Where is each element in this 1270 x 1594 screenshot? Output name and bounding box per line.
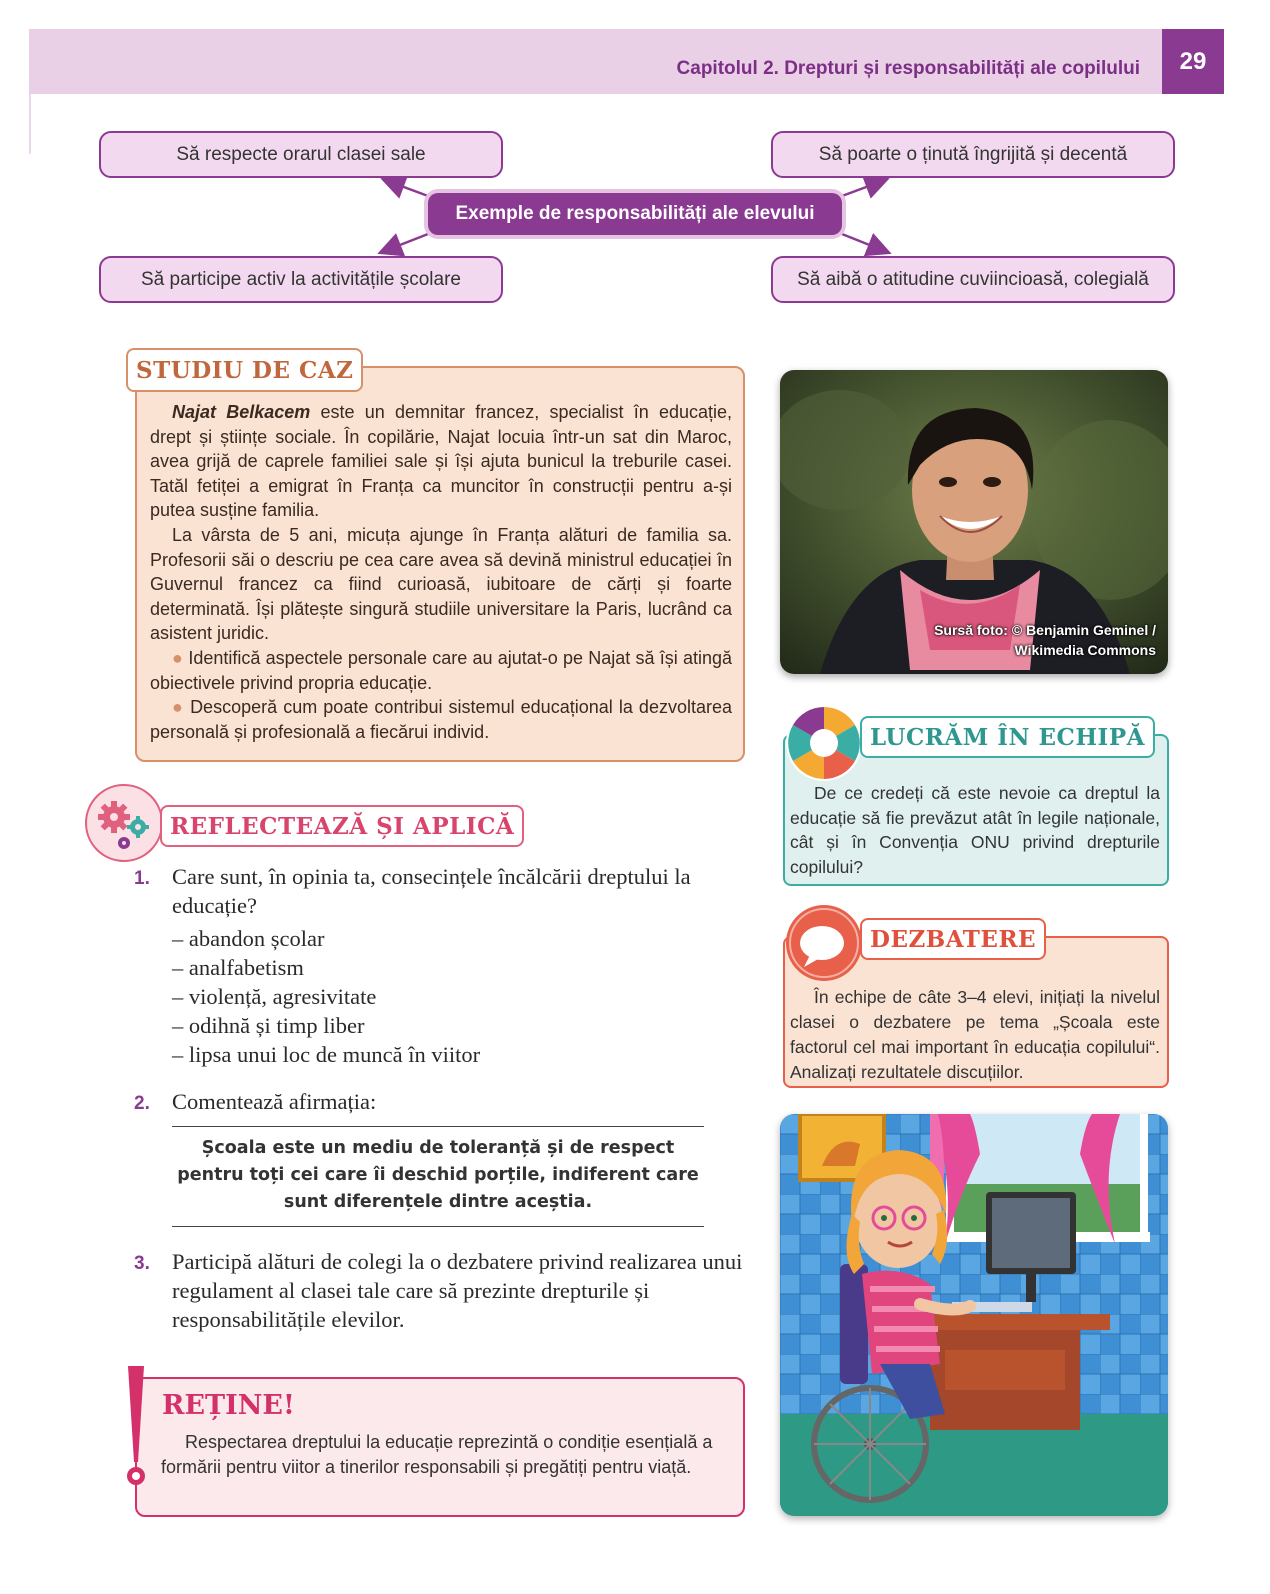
- page-number: 29: [1162, 29, 1224, 94]
- questions: [134, 862, 754, 1334]
- case-study-para1: este un demnitar francez, specialist în educație, drept și științe sociale. În copilărie, Najat locuia într-un sat din Maroc, avea grijă de caprele familiei sale și își ajuta bunicul la treburile casei. Tatăl fetiței a emigrat în Franța ca muncitor în construcții pentru a-și putea susține familia.: [150, 402, 732, 521]
- illustration-girl-computer: [780, 1114, 1168, 1516]
- question-1: [134, 862, 754, 920]
- case-study-text: [150, 400, 732, 744]
- question-3-number: 3.: [134, 1253, 150, 1274]
- bullet-icon: ●: [172, 697, 184, 718]
- question-2-number: 2.: [134, 1093, 150, 1114]
- illustration-image: [780, 1114, 1168, 1516]
- speech-bubble-icon: [784, 903, 864, 983]
- gears-icon: [84, 783, 164, 863]
- reflect-title: REFLECTEAZĂ ȘI APLICĂ: [160, 805, 524, 847]
- debate-paragraph: În echipe de câte 3–4 elevi, inițiați la nivelul clasei o dezbatere pe tema „Școala este factorul cel mai important în educația copilului“. Analizați rezultatele discuțiilor.: [790, 987, 1160, 1082]
- case-study-para2: La vârsta de 5 ani, micuța ajunge în Franța alături de familia sa. Profesorii săi o descriu pe cea care avea să devină ministrul educației în Guvernul francez ca fiind curioasă, iubitoare de cărți și foarte determinată. Își plătește singură studiile universitare la Paris, lucrând ca asistent juridic.: [150, 524, 732, 644]
- question-2-text: Comentează afirmația:: [172, 1089, 377, 1114]
- retine-paragraph: Respectarea dreptului la educație reprezintă o condiție esențială a formării pentru viitor a tinerilor responsabili și pregătiți pentru viață.: [161, 1432, 713, 1477]
- question-1-number: 1.: [134, 868, 150, 889]
- debate-text: [790, 985, 1160, 1085]
- case-study-title: STUDIU DE CAZ: [126, 348, 363, 392]
- quote: Școala este un mediu de toleranță și de respect pentru toți cei care îi deschid porțile, indiferent care sunt diferențele dintre aceștia.: [172, 1126, 704, 1227]
- resp-item-participation: Să participe activ la activitățile școlare: [99, 256, 503, 303]
- option-item: – odihnă și timp liber: [172, 1013, 365, 1038]
- portrait-photo: [780, 370, 1168, 674]
- case-study-bullet-1: Identifică aspectele personale care au ajutat-o pe Najat să își atingă obiectivele privind propria educație.: [150, 647, 732, 693]
- chapter-title: Capitolul 2. Drepturi și responsabilități ale copilului: [676, 58, 1140, 79]
- bullet-icon: ●: [172, 647, 184, 668]
- resp-item-schedule: Să respecte orarul clasei sale: [99, 131, 503, 178]
- option-item: – abandon școlar: [172, 926, 325, 951]
- photo-credit: [934, 620, 1156, 660]
- team-puzzle-icon: [784, 703, 864, 783]
- retine-text: [161, 1430, 733, 1480]
- retine-title: REȚINE!: [162, 1390, 295, 1421]
- option-item: – analfabetism: [172, 955, 304, 980]
- team-paragraph: De ce credeți că este nevoie ca dreptul la educație să fie prevăzut atât în legile naționale, cât și în Convenția ONU privind drepturile copilului?: [790, 783, 1160, 877]
- debate-title: DEZBATERE: [860, 918, 1046, 960]
- team-text: [790, 781, 1160, 879]
- exclamation-icon: [124, 1364, 148, 1488]
- question-1-text: Care sunt, în opinia ta, consecințele încălcării dreptului la educație?: [172, 864, 691, 918]
- case-study-bullet-2: Descoperă cum poate contribui sistemul educațional la dezvoltarea personală și profesională a fiecărui individ.: [150, 697, 732, 742]
- question-3: [134, 1247, 754, 1334]
- case-study-name: Najat Belkacem: [172, 402, 311, 422]
- resp-item-attire: Să poarte o ținută îngrijită și decentă: [771, 131, 1175, 178]
- diagram-center: Exemple de responsabilități ale elevului: [428, 193, 842, 235]
- team-title: LUCRĂM ÎN ECHIPĂ: [860, 716, 1155, 758]
- option-item: – lipsa unui loc de muncă în viitor: [172, 1042, 481, 1067]
- photo-credit-line-1: Sursă foto: © Benjamin Geminel /: [934, 622, 1156, 638]
- question-3-text: Participă alături de colegi la o dezbatere privind realizarea unui regulament al clasei tale care să prezinte drepturile și responsabilitățile elevilor.: [172, 1249, 743, 1332]
- question-1-options: [172, 924, 754, 1069]
- option-item: – violență, agresivitate: [172, 984, 377, 1009]
- photo-credit-line-2: Wikimedia Commons: [1014, 642, 1156, 658]
- question-2: [134, 1087, 754, 1118]
- resp-item-attitude: Să aibă o atitudine cuviincioasă, colegială: [771, 256, 1175, 303]
